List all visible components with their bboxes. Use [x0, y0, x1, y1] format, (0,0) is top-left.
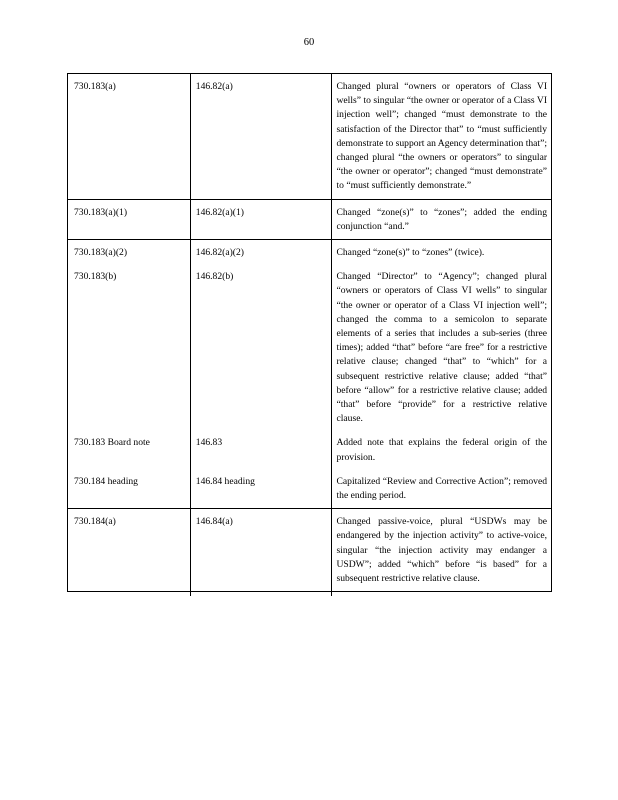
- change-description: Changed “zone(s)” to “zones” (twice).: [336, 247, 485, 259]
- change-description: Changed “zone(s)” to “zones”; added the ending conjunction “and.”: [336, 206, 548, 232]
- table-entry: [68, 430, 551, 464]
- table-entry: [68, 240, 551, 260]
- federal-section: 146.83: [195, 437, 223, 449]
- column-divider: [190, 74, 191, 204]
- illinois-section: 730.183(a)(2): [74, 247, 128, 259]
- column-divider: [190, 509, 191, 596]
- change-description: Changed “Director” to “Agency”; changed plural “owners or operators of Class VI wells” to singular “the owner or operator of a Class VI injection well”; changed the comma to a semicolon to separate elements of a series that includes a sub-series (three times); added “that” before “are free” for a restrictive relative clause; changed “that” to “which” for a subsequent restrictive relative clause; added “that” before “allow” for a restrictive relative clause; added “that” before “provide” for a restrictive relative clause.: [336, 271, 548, 425]
- table-entry: [68, 509, 551, 586]
- change-description: Capitalized “Review and Corrective Action”; removed the ending period.: [336, 475, 548, 502]
- change-description: Added note that explains the federal origin of the provision.: [336, 437, 548, 463]
- table-entry: [68, 200, 551, 234]
- column-divider: [190, 200, 191, 244]
- column-divider: [190, 240, 191, 513]
- change-description: Changed plural “owners or operators of Class VI wells” to singular “the owner or operator of a Class VI injection well”; changed “must demonstrate to the satisfaction of the Director that” to “must sufficiently demonstrate to support an Agency determination that”; changed plural “the owners or operators” to singular “the owner or operator”; changed “must demonstrate” to “must sufficiently demonstrate.”: [336, 81, 548, 192]
- table-row: [68, 509, 552, 592]
- cross-reference-table: [67, 73, 552, 592]
- federal-section: 146.82(a)(1): [195, 206, 244, 218]
- column-divider: [331, 509, 332, 596]
- table-entry: [68, 264, 551, 426]
- table-entry: [68, 469, 551, 503]
- page-number: 60: [303, 37, 315, 48]
- table-row-cell: [68, 74, 552, 200]
- column-divider: [331, 200, 332, 244]
- table-row-cell: [68, 509, 552, 592]
- federal-section: 146.84 heading: [195, 475, 255, 487]
- illinois-section: 730.183(a)(1): [74, 206, 128, 218]
- federal-section: 146.82(a): [195, 81, 233, 92]
- federal-section: 146.82(a)(2): [195, 247, 244, 259]
- federal-section: 146.82(b): [195, 271, 234, 283]
- illinois-section: 730.184(a): [74, 516, 116, 528]
- table-row-cell: [68, 240, 552, 509]
- table-row: [68, 74, 552, 200]
- federal-section: 146.84(a): [195, 516, 233, 528]
- column-divider: [331, 240, 332, 513]
- illinois-section: 730.183(b): [74, 271, 117, 283]
- table-row: [68, 199, 552, 239]
- column-divider: [331, 74, 332, 204]
- illinois-section: 730.183(a): [74, 81, 116, 92]
- illinois-section: 730.184 heading: [74, 475, 138, 487]
- table-row: [68, 240, 552, 509]
- table-entry: [68, 74, 551, 194]
- change-description: Changed passive-voice, plural “USDWs may be endangered by the injection activity” to active-voice, singular “the injection activity may endanger a USDW”; added “which” before “is based” for a subsequent restrictive relative clause.: [336, 516, 548, 585]
- illinois-section: 730.183 Board note: [74, 437, 150, 449]
- table-row-cell: [68, 199, 552, 239]
